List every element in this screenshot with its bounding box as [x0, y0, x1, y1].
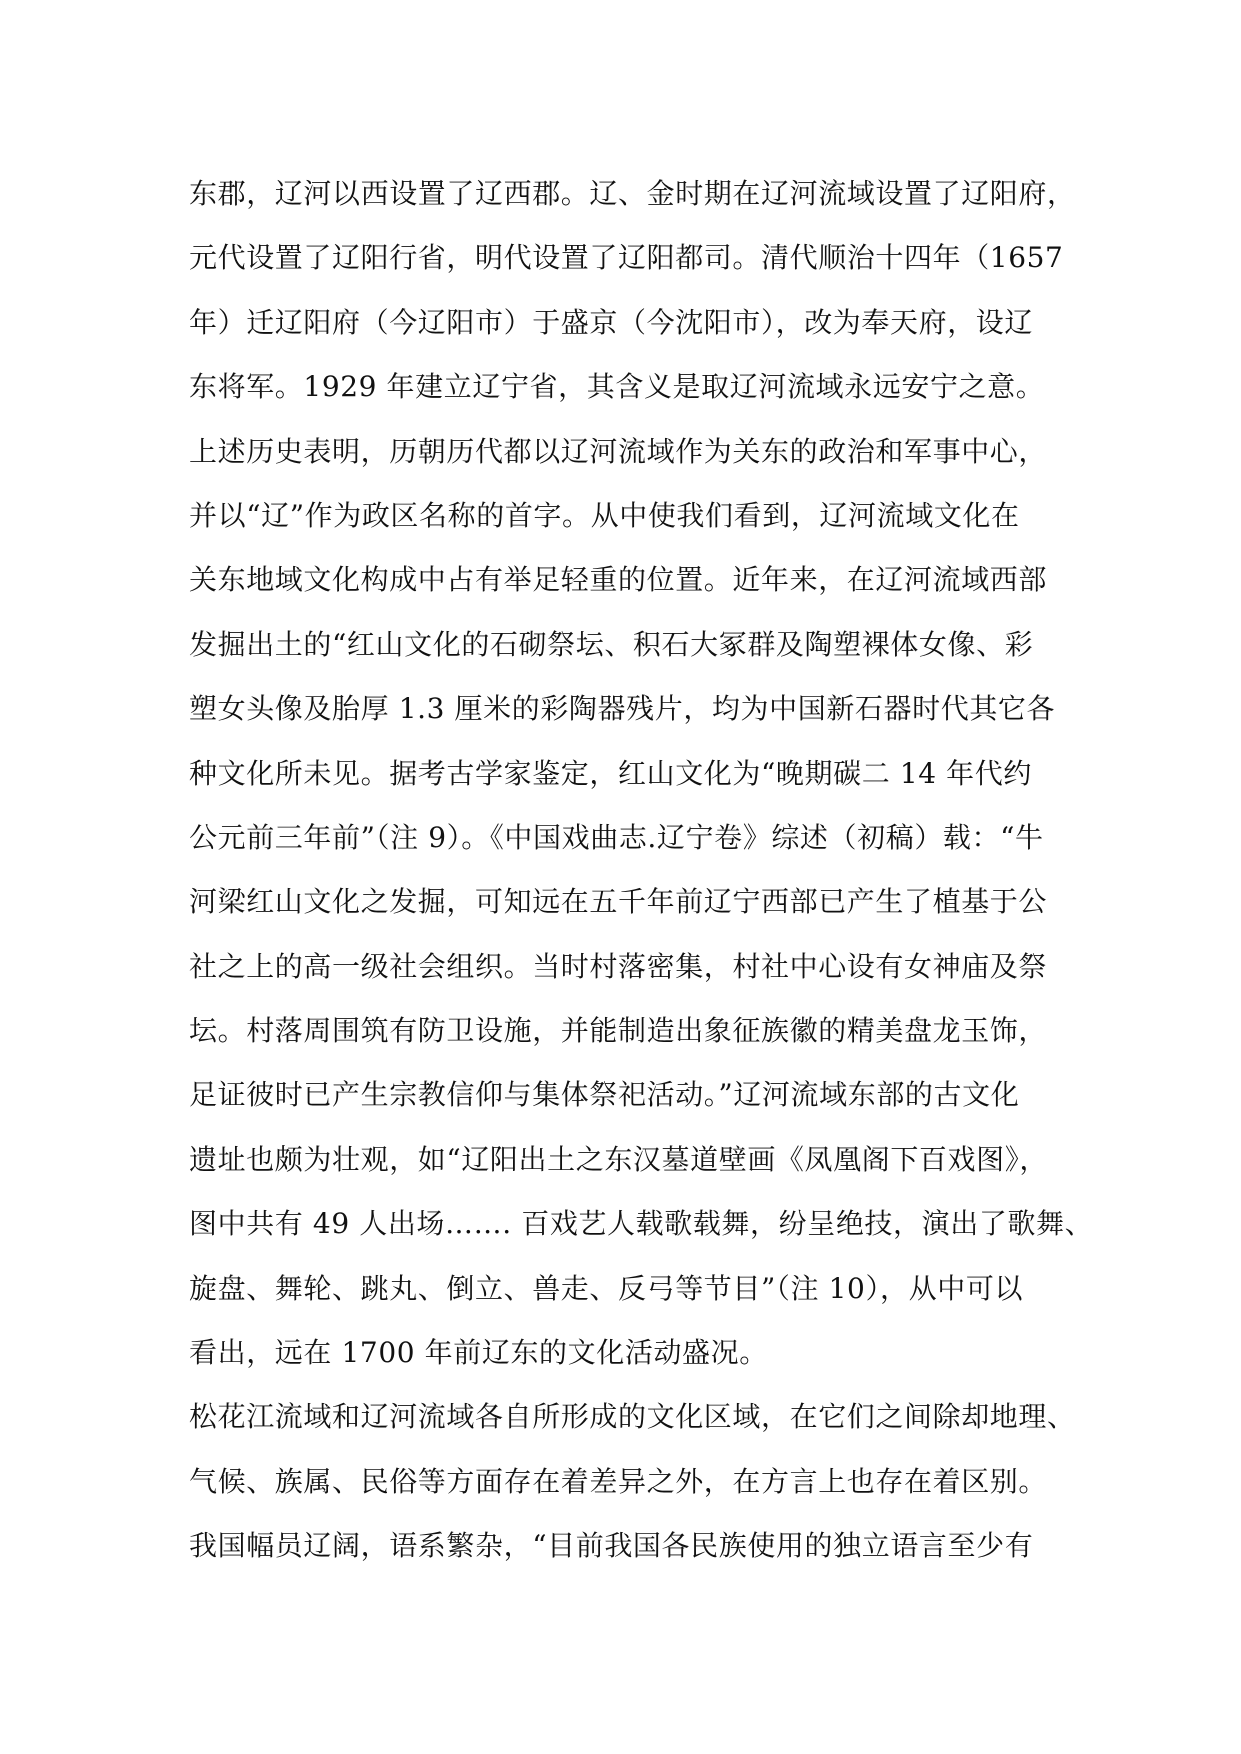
text-line: 松花江流域和辽河流域各自所形成的文化区域，在它们之间除却地理、 — [189, 1400, 1076, 1434]
text-line: 旋盘、舞轮、跳丸、倒立、兽走、反弓等节目”（注 10），从中可以 — [189, 1271, 1024, 1305]
text-line: 塑女头像及胎厚 1.3 厘米的彩陶器残片，均为中国新石器时代其它各 — [189, 692, 1056, 726]
text-line: 社之上的高一级社会组织。当时村落密集，村社中心设有女神庙及祭 — [189, 949, 1048, 983]
text-line: 关东地域文化构成中占有举足轻重的位置。近年来，在辽河流域西部 — [189, 563, 1048, 597]
text-line: 东郡，辽河以西设置了辽西郡。辽、金时期在辽河流域设置了辽阳府， — [189, 177, 1076, 210]
text-line: 遗址也颇为壮观，如“辽阳出土之东汉墓道壁画《凤凰阁下百戏图》， — [189, 1142, 1048, 1176]
text-line: 并以“辽”作为政区名称的首字。从中使我们看到，辽河流域文化在 — [189, 498, 1020, 532]
text-line: 看出，远在 1700 年前辽东的文化活动盛况。 — [189, 1336, 768, 1370]
body-text — [189, 162, 1094, 1579]
text-line: 上述历史表明，历朝历代都以辽河流域作为关东的政治和军事中心， — [189, 434, 1048, 468]
text-line: 我国幅员辽阔，语系繁杂，“目前我国各民族使用的独立语言至少有 — [189, 1529, 1034, 1563]
text-line: 坛。村落周围筑有防卫设施，并能制造出象征族徽的精美盘龙玉饰， — [189, 1014, 1048, 1048]
text-line: 河梁红山文化之发掘，可知远在五千年前辽宁西部已产生了植基于公 — [189, 885, 1048, 919]
text-line: 足证彼时已产生宗教信仰与集体祭祀活动。”辽河流域东部的古文化 — [189, 1078, 1020, 1112]
text-line: 气候、族属、民俗等方面存在着差异之外，在方言上也存在着区别。 — [189, 1464, 1048, 1498]
text-line: 图中共有 49 人出场……. 百戏艺人载歌载舞，纷呈绝技，演出了歌舞、 — [189, 1207, 1094, 1241]
text-line: 元代设置了辽阳行省，明代设置了辽阳都司。清代顺治十四年（1657 — [189, 241, 1064, 275]
text-line: 公元前三年前”（注 9）。《中国戏曲志.辽宁卷》综述（初稿）载：“牛 — [189, 820, 1044, 854]
text-line: 年）迁辽阳府（今辽阳市）于盛京（今沈阳市），改为奉天府，设辽 — [189, 305, 1034, 339]
text-line: 发掘出土的“红山文化的石砌祭坛、积石大冢群及陶塑裸体女像、彩 — [189, 627, 1034, 661]
text-line: 种文化所未见。据考古学家鉴定，红山文化为“晚期碳二 14 年代约 — [189, 756, 1032, 790]
text-line: 东将军。1929 年建立辽宁省，其含义是取辽河流域永远安宁之意。 — [189, 370, 1045, 404]
